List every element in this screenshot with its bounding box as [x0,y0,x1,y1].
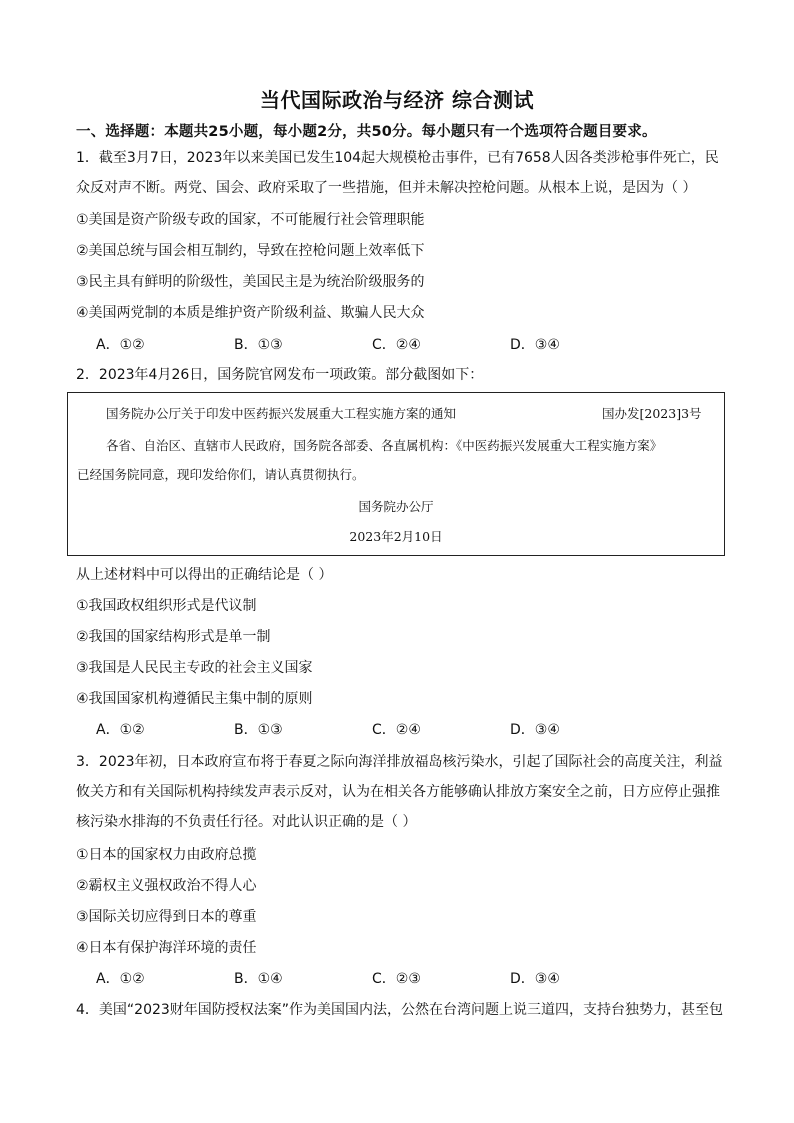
notice-body-line-1: 各省、自治区、直辖市人民政府，国务院各部委、各直属机构：《中医药振兴发展重大工程实施方案》 [106,438,663,453]
notice-body-line-2: 已经国务院同意，现印发给你们，请认真贯彻执行。 [77,467,365,482]
notice-date: 2023年2月10日 [349,529,443,544]
section-header: 一、选择题：本题共25小题，每小题2分，共50分。每小题只有一个选项符合题目要求。 [76,124,657,140]
notice-heading: 国务院办公厅关于印发中医药振兴发展重大工程实施方案的通知 [106,406,457,421]
q1-options [96,335,716,355]
q1-option-d[interactable]: D．③④ [510,337,560,353]
q1-stem-line-1: 1．截至3月7日，2023年以来美国已发生104起大规模枪击事件，已有7658人因各类涉枪事件死亡，民 [76,150,719,166]
page-title: 当代国际政治与经济 综合测试 [260,88,534,112]
q2-option-c[interactable]: C．②④ [372,722,421,738]
q3-stem-line-1: 3．2023年初，日本政府宣布将于春夏之际向海洋排放福岛核污染水，引起了国际社会的高度关注，利益 [76,754,723,770]
q3-options [96,969,716,989]
q3-item-3: ③国际关切应得到日本的尊重 [76,909,257,925]
q3-option-d[interactable]: D．③④ [510,971,560,987]
q3-item-1: ①日本的国家权力由政府总揽 [76,847,257,863]
q3-item-4: ④日本有保护海洋环境的责任 [76,940,257,956]
notice-doc-number: 国办发[2023]3号 [602,406,702,421]
q1-option-c[interactable]: C．②④ [372,337,421,353]
q1-stem-line-2: 众反对声不断。两党、国会、政府采取了一些措施，但并未解决控枪问题。从根本上说，是因为（ ） [76,180,697,196]
q2-item-4: ④我国国家机构遵循民主集中制的原则 [76,691,313,707]
q2-item-1: ①我国政权组织形式是代议制 [76,598,257,614]
q1-option-b[interactable]: B．①③ [234,337,283,353]
q2-item-3: ③我国是人民民主专政的社会主义国家 [76,660,313,676]
q2-option-b[interactable]: B．①③ [234,722,283,738]
q3-option-c[interactable]: C．②③ [372,971,421,987]
q1-item-4: ④美国两党制的本质是维护资产阶级利益、欺骗人民大众 [76,305,425,321]
q1-item-2: ②美国总统与国会相互制约，导致在控枪问题上效率低下 [76,243,425,259]
q3-stem-line-2: 攸关方和有关国际机构持续发声表示反对，认为在相关各方能够确认排放方案安全之前，日方应停止强推 [76,784,720,800]
q1-option-a[interactable]: A．①② [96,337,145,353]
q2-question-line: 从上述材料中可以得出的正确结论是（ ） [76,567,333,583]
q3-stem-line-3: 核污染水排海的不负责任行径。对此认识正确的是（ ） [76,814,417,830]
notice-signature: 国务院办公厅 [358,499,434,514]
q1-item-1: ①美国是资产阶级专政的国家，不可能履行社会管理职能 [76,212,425,228]
q3-item-2: ②霸权主义强权政治不得人心 [76,878,257,894]
q2-options [96,720,716,740]
q3-option-b[interactable]: B．①④ [234,971,283,987]
q3-option-a[interactable]: A．①② [96,971,145,987]
q2-option-d[interactable]: D．③④ [510,722,560,738]
q1-item-3: ③民主具有鲜明的阶级性，美国民主是为统治阶级服务的 [76,274,425,290]
q2-option-a[interactable]: A．①② [96,722,145,738]
notice-box [67,392,725,556]
q4-stem-line-1: 4．美国“2023财年国防授权法案”作为美国国内法，公然在台湾问题上说三道四，支持台独势力，甚至包 [76,1002,724,1018]
q2-stem-line-1: 2．2023年4月26日，国务院官网发布一项政策。部分截图如下： [76,367,484,383]
q2-item-2: ②我国的国家结构形式是单一制 [76,629,271,645]
